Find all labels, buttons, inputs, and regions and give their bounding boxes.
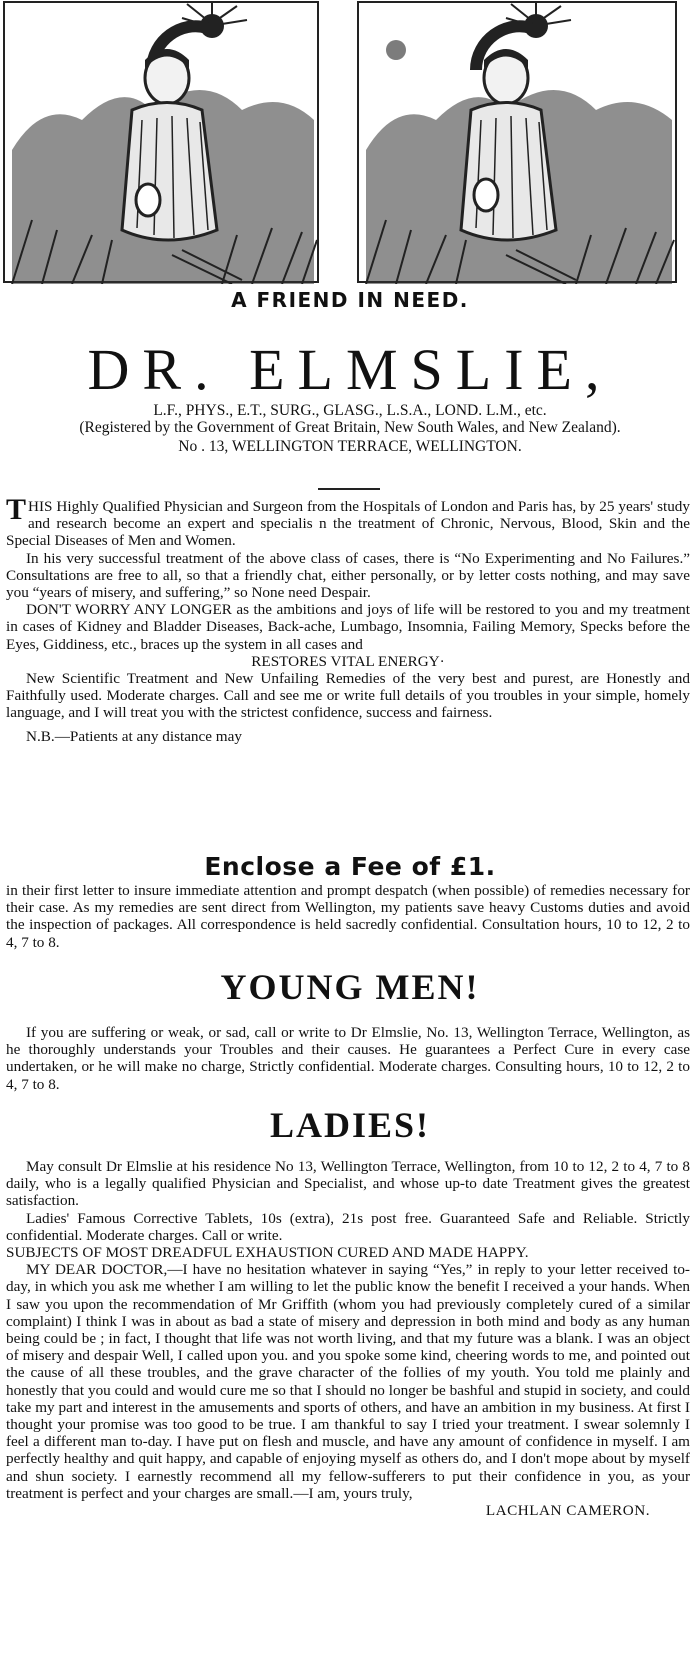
address-line: No . 13, WELLINGTON TERRACE, WELLINGTON. bbox=[178, 438, 522, 455]
tablets-paragraph: Ladies' Famous Corrective Tablets, 10s (extra), 21s post free. Guaranteed Safe and Reliable. Strictly confidential. Moderate charges. Call or write. bbox=[6, 1209, 690, 1244]
signature: LACHLAN CAMERON. bbox=[485, 1502, 650, 1520]
intro-section bbox=[6, 493, 690, 745]
tagline-heading: A FRIEND IN NEED. bbox=[231, 288, 469, 312]
fee-heading: Enclose a Fee of £1. bbox=[204, 852, 496, 881]
ladies-section bbox=[6, 1158, 690, 1519]
restores-vital-energy-heading: RESTORES VITAL ENERGY· bbox=[251, 652, 445, 670]
fee-paragraph: in their first letter to insure immediate attention and prompt despatch (when possible) of remedies necessary for their case. As my remedies are sent direct from Wellington, my patients save heavy Customs duties and avoid the inspection of packages. All correspondence is held sacredly confidential. Consultation hours, 10 to 12, 2 to 4, 7 to 8. bbox=[6, 882, 690, 951]
woman-with-torch-illustration-left bbox=[2, 0, 320, 284]
ladies-paragraph: May consult Dr Elmslie at his residence No 13, Wellington Terrace, Wellington, from 10 to 12, 2 to 4, 7 to 8 daily, who is a legally qualified Physician and Specialist, and whose up-to date Treatment gives the greatest satisfaction. bbox=[6, 1158, 690, 1210]
registration-line: (Registered by the Government of Great Britain, New South Wales, and New Zealand). bbox=[79, 419, 621, 436]
intro-paragraph bbox=[6, 493, 690, 550]
divider-rule bbox=[318, 488, 380, 490]
young-men-paragraph: If you are suffering or weak, or sad, call or write to Dr Elmslie, No. 13, Wellington Terrace, Wellington, as he thoroughly understands your Troubles and their causes. He guarantees a Perfect Cure in every case undertaken, or he will make no charge, Strictly confidential. Moderate charges. Consulting hours, 10 to 12, 2 to 4, 7 to 8. bbox=[6, 1024, 690, 1093]
ladies-heading: LADIES! bbox=[269, 1105, 431, 1145]
woman-with-torch-illustration-right bbox=[356, 0, 678, 284]
intro-paragraph-text: HIS Highly Qualified Physician and Surgeon from the Hospitals of London and Paris has, by 25 years' study and research become an expert and specialis n the treatment of Chronic, Nervous, Blood, Skin and the Special Diseases of Men and Women. bbox=[6, 498, 690, 550]
consultation-paragraph: In his very successful treatment of the above class of cases, there is “No Experimenting and No Failures.” Consultations are free to all, so that a friendly chat, either personally, or by letter costs nothing, and may save you “years of misery, and suffering,” so None need Despair. bbox=[6, 549, 690, 602]
subjects-heading: SUBJECTS OF MOST DREADFUL EXHAUSTION CURED AND MADE HAPPY. bbox=[6, 1244, 529, 1262]
qualifications-block bbox=[0, 402, 700, 455]
nb-line: N.B.—Patients at any distance may bbox=[26, 727, 242, 745]
doctor-name-heading: DR. ELMSLIE, bbox=[87, 337, 613, 402]
young-men-heading: YOUNG MEN! bbox=[220, 967, 480, 1007]
treatment-paragraph: New Scientific Treatment and New Unfailing Remedies of the very best and purest, are Honestly and Faithfully used. Moderate charges. Call and see me or write full details of you troubles in your simple, homely language, and I will treat you with the strictest confidence, success and fairness. bbox=[6, 670, 690, 722]
dont-worry-paragraph: DON'T WORRY ANY LONGER as the ambitions and joys of life will be restored to you and my treatment in cases of Kidney and Bladder Diseases, Back-ache, Lumbago, Insomnia, Failing Memory, Specks before the Eyes, Giddiness, etc., braces up the system in all cases and bbox=[6, 601, 690, 653]
testimonial-letter: MY DEAR DOCTOR,—I have no hesitation whatever in saying “Yes,” in reply to your letter received to-day, in which you ask me whether I am willing to let the public know the benefit I received a your hands. When I saw you upon the recommendation of Mr Griffith (whom you had previously completely cured of a similar complaint) I think I was in about as bad a state of misery and depression in both mind and body as any human being could be ; in fact, I thought that life was not worth living, and that my future was a blank. I was an object of misery and despair Well, I called upon you. and you spoke some kind, cheering words to me, and pointed out the cause of all these troubles, and the grave character of the follies of my youth. You told me plainly and honestly that you could and would cure me so that I should no longer be bashful and stupid in society, and could take my part and interest in the amusements and sports of others, and have an ambition in my business. At first I thought your promise was too good to be true. I am thankful to say I tried your treatment. I swear solemnly I feel a different man to-day. I have put on flesh and muscle, and have any amount of confidence in myself. I am perfectly healthy and quit happy, and capable of enjoying myself as others do, and I don't mope about by myself and shun society. I earnestly recommend all my fellow-sufferers to put their confidence in you, as your treatment is perfect and your charges are small.—I am, yours truly, bbox=[6, 1261, 690, 1502]
qualifications-line: L.F., PHYS., E.T., SURG., GLASG., L.S.A., LOND. L.M., etc. bbox=[153, 402, 547, 419]
drop-cap: T bbox=[6, 493, 27, 526]
